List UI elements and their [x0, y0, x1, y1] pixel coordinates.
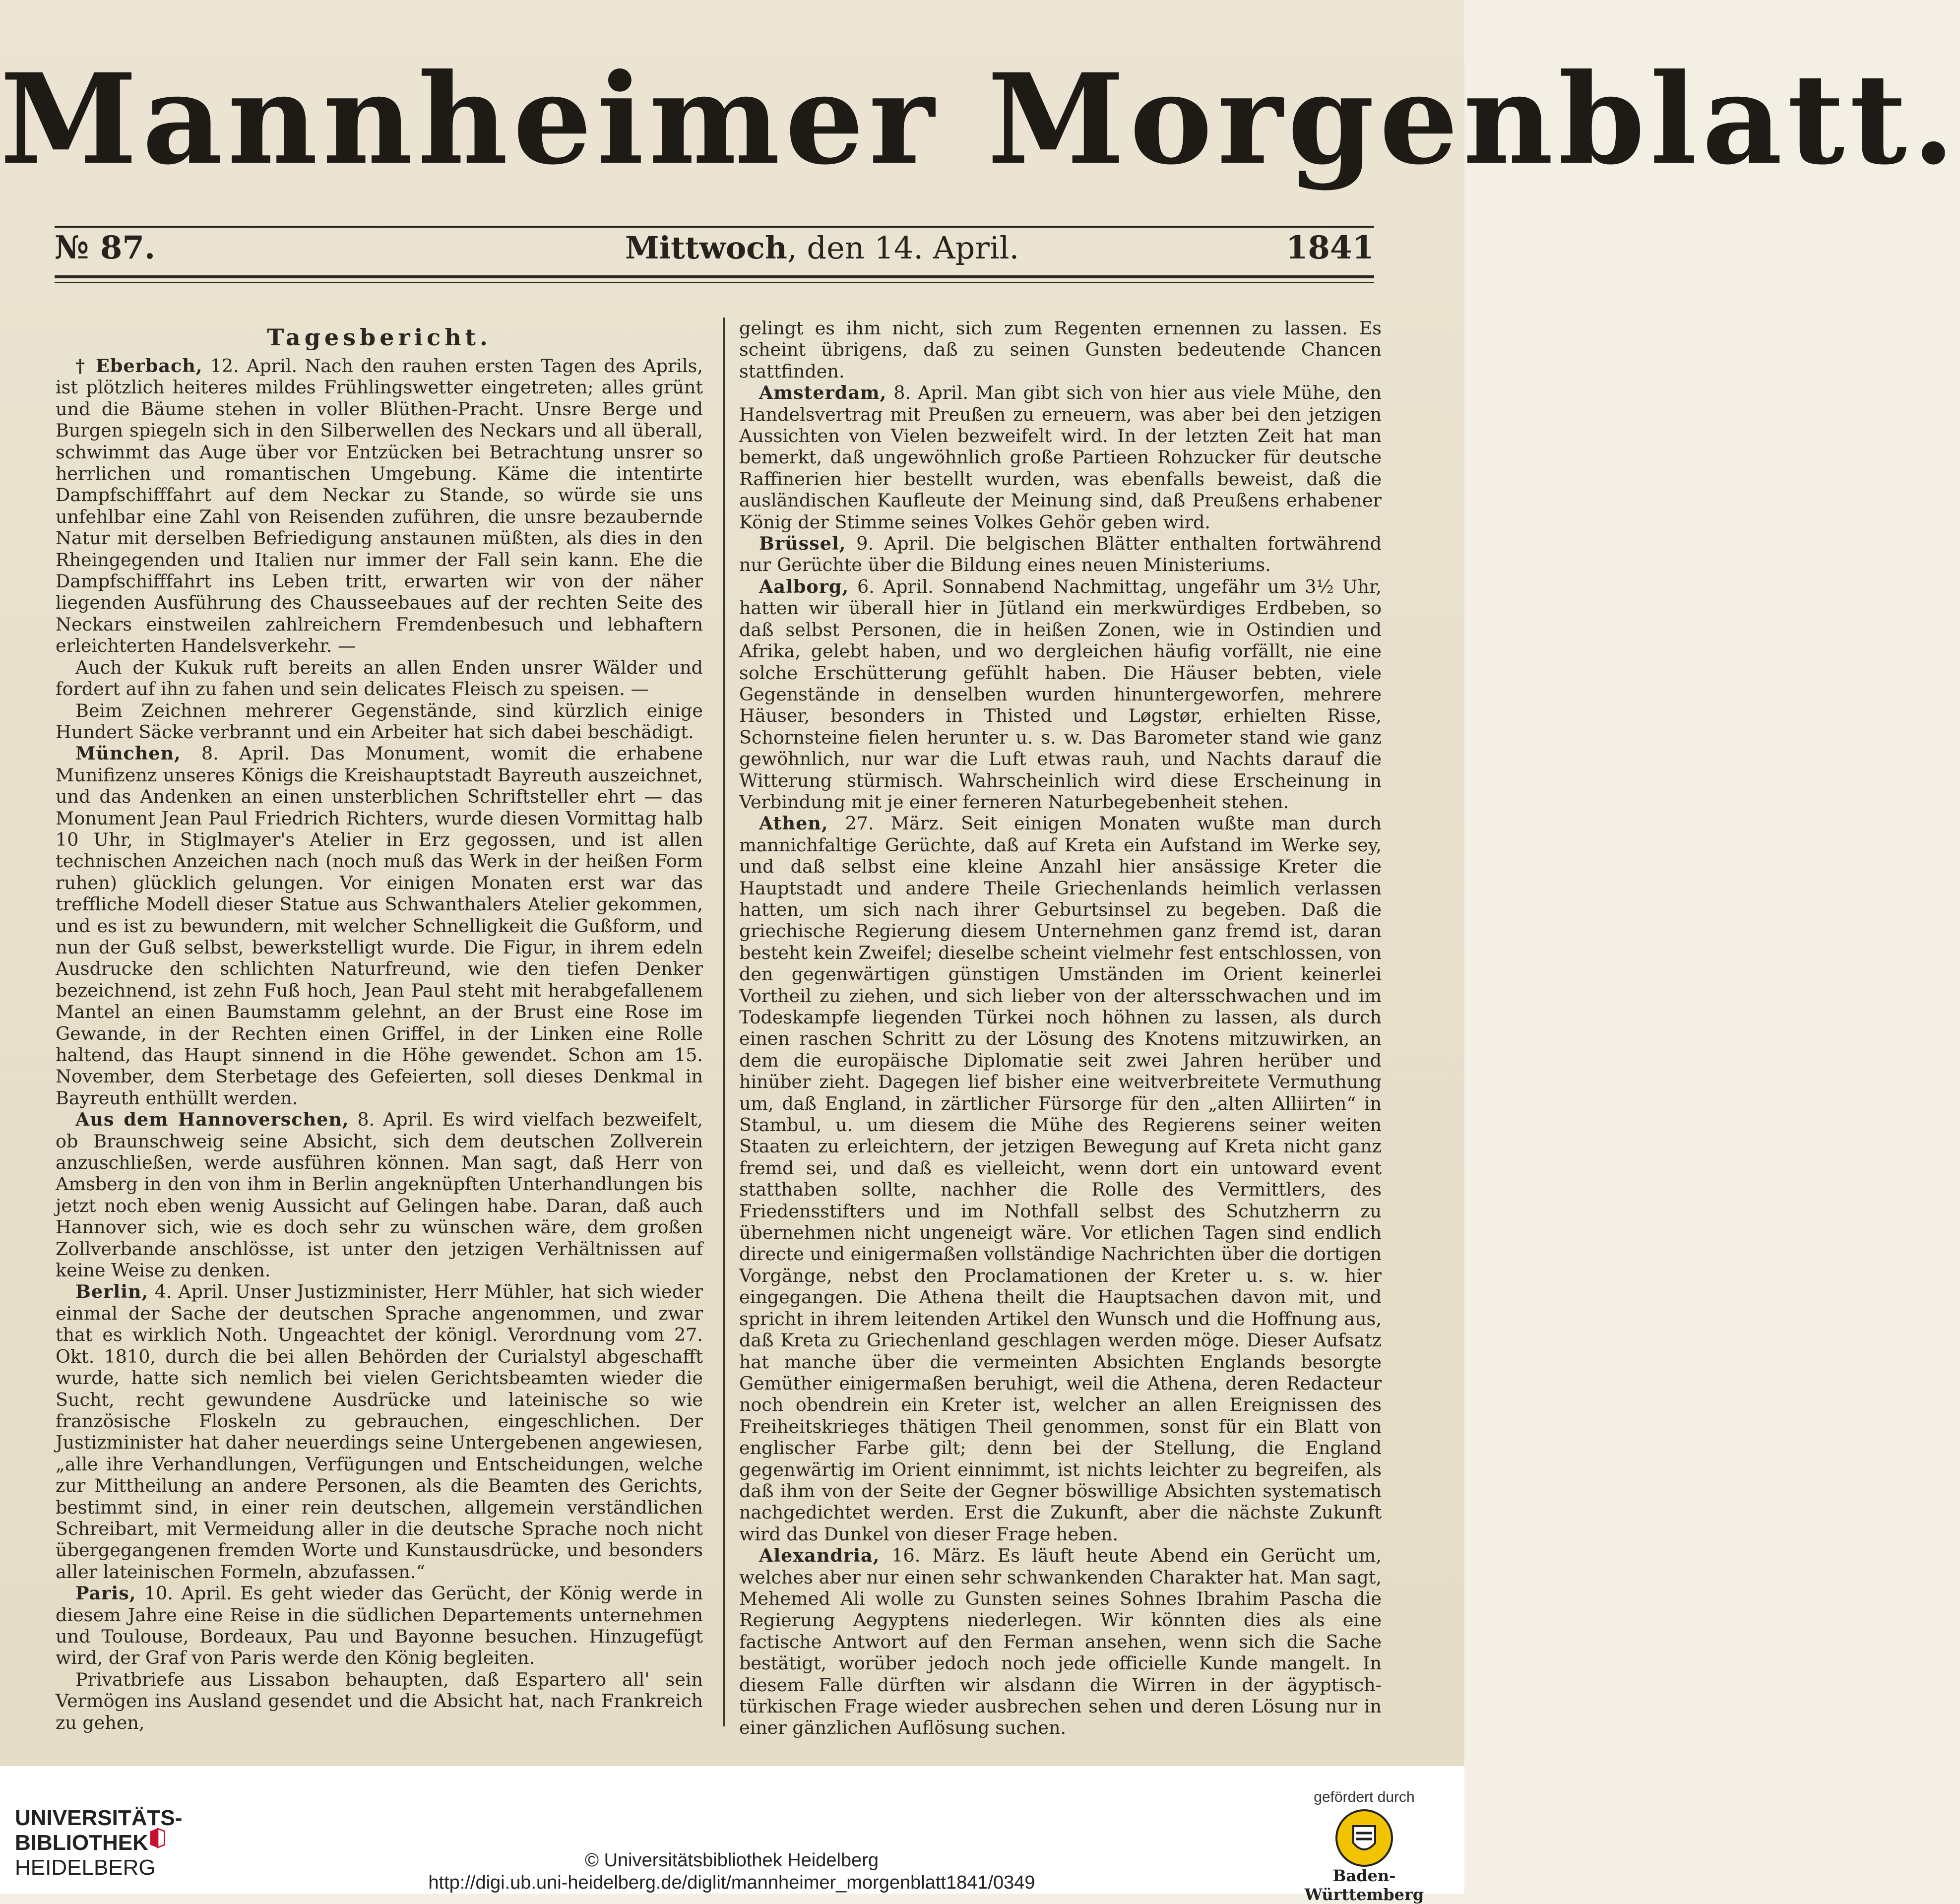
date: , den 14. April. [787, 230, 1019, 266]
column-separator [723, 317, 725, 1726]
funded-by-label: gefördert durch [1314, 1789, 1415, 1805]
article-athen [739, 813, 1382, 1545]
place-athen: Athen, [759, 813, 828, 834]
copyright-text: © Universitätsbibliothek Heidelberg [585, 1850, 879, 1871]
article-text: 6. April. Sonnabend Nachmittag, ungefähr um 3½ Uhr, hatten wir überall hier in Jütland ein merkwürdiges Erdbeben, so daß selbst Personen, die in heißen Zonen, wie in Ostindien und Afrika, gelebt haben, und wo dergleichen häufig vorfällt, nie eine solche Erschütterung gefühlt haben. Die Häuser bebten, viele Gegenstände in denselben wurden hinuntergeworfen, mehrere Häuser, besonders in Thisted und Løgstør, erhielten Risse, Schornsteine fielen herunter u. s. w. Das Barometer stand wie ganz gewöhnlich, nur war die Luft etwas rauh, und Nachts darauf die Witterung stürmisch. Wahrscheinlich wird diese Erscheinung in Verbindung mit je einer ferneren Naturbegebenheit stehen. [739, 575, 1382, 813]
article-alexandria [739, 1545, 1382, 1739]
ub-name-line1: UNIVERSITÄTS- [15, 1806, 183, 1830]
article-text: 27. März. Seit einigen Monaten wußte man durch mannichfaltige Gerüchte, daß auf Kreta ein Aufstand im Werke sey, und daß selbst eine kleine Anzahl hier ansässige Kreter die Hauptstadt und andere Theile Griechenlands heimlich verlassen hatten, um sich nach ihrer Geburtsinsel zu begeben. Daß die griechische Regierung diesem Unternehmen ganz fremd ist, daran besteht kein Zweifel; dieselbe scheint vielmehr fest entschlossen, von den gegenwärtigen günstigen Umständen im Orient keinerlei Vortheil zu ziehen, und sich lieber von der altersschwachen und im Todeskampfe liegenden Türkei noch höhnen zu lassen, als durch einen raschen Schritt zu der Lösung des Knotens mitzuwirken, an dem die europäische Diplomatie seit zwei Jahren herüber und hinüber zieht. Dagegen lief bisher eine weitverbreitete Vermuthung um, daß England, in zärtlicher Fürsorge für den „alten Alliirten“ in Stambul, u. um diesem die Mühe des Regierens seiner weiten Staaten zu erleichtern, der jetzigen Bewegung auf Kreta nicht ganz fremd sei, und daß es vielleicht, wenn dort ein untoward event statthaben sollte, nachher die Rolle des Vermittlers, des Friedensstifters und im Nothfall selbst des Schutzherrn zu übernehmen nicht ungeneigt wäre. Vor etlichen Tagen sind endlich directe und einigermaßen vollständige Nachrichten über die dortigen Vorgänge, nebst den Proclamationen der Kreter u. s. w. hier eingegangen. Die Athena theilt die Hauptsachen davon mit, und spricht in ihrem leitenden Artikel den Wunsch und die Hoffnung aus, daß Kreta zu Griechenland geschlagen werden möge. Dieser Aufsatz hat manche über die vermeinten Absichten Englands besorgte Gemüther einigermaßen beruhigt, weil die Athena, deren Redacteur noch obendrein ein Kreter ist, welcher an allen Ereignissen des Freiheitskrieges thätigen Theil genommen, sonst für ein Blatt von englischer Farbe gilt; denn bei der Stellung, die England gegenwärtig im Orient einnimmt, ist nichts leichter zu begreifen, als daß ihm von der Seite der Gegner böswillige Absichten systematisch nachgedichtet werden. Erst die Zukunft, aber die nächste Zukunft wird das Dunkel von dieser Frage heben. [739, 813, 1382, 1545]
issue-number: № 87. [55, 229, 156, 266]
region-label: Baden-Württemberg [1304, 1866, 1424, 1904]
source-link[interactable]: http://digi.ub.uni-heidelberg.de/diglit/mannheimer_morgenblatt1841/0349 [428, 1872, 1035, 1893]
article-text: 10. April. Es geht wieder das Gerücht, der König werde in diesem Jahre eine Reise in die südlichen Departements unternehmen und Toulouse, Bordeaux, Pau und Bayonne besuchen. Hinzugefügt wird, der Graf von Paris werde den König begleiten. [56, 1583, 703, 1669]
article-muenchen [56, 743, 703, 1109]
place-hannover: Aus dem Hannoverschen, [75, 1109, 349, 1131]
coat-of-arms-icon [1334, 1808, 1394, 1868]
article-continuation: gelingt es ihm nicht, sich zum Regenten ernennen zu lassen. Es scheint übrigens, daß zu seinen Gunsten bedeutende Chancen stattfinden. [739, 317, 1382, 382]
article-hannover [56, 1109, 703, 1281]
article-text: 9. April. Die belgischen Blätter enthalten fortwährend nur Gerüchte über die Bildung eines neuen Ministeriums. [739, 533, 1382, 576]
place-berlin: Berlin, [75, 1281, 149, 1303]
article-berlin [56, 1281, 703, 1583]
article-lissabon: Privatbriefe aus Lissabon behaupten, daß Espartero all' sein Vermögen ins Ausland gesendet und die Absicht hat, nach Frankreich zu gehen, [56, 1668, 703, 1733]
dateline [55, 226, 1374, 270]
article-text: 8. April. Das Monument, womit die erhabene Munifizenz unseres Königs die Kreishauptstadt Bayreuth auszeichnet, und das Andenken an einen unsterblichen Schriftsteller ehrt — das Monument Jean Paul Friedrich Richters, wurde diesen Vormittag halb 10 Uhr, in Stiglmayer's Atelier in Erz gegossen, und ist allen technischen Anzeichen nach (noch muß das Werk in der heißen Form ruhen) glücklich gelungen. Vor einigen Monaten erst war das treffliche Modell dieser Statue aus Schwanthalers Atelier gekommen, und es ist zu bewundern, mit welcher Schnelligkeit die Gußform, und nun der Guß selbst, bewerkstelligt wurde. Die Figur, in ihrem edeln Ausdrucke den schlichten Naturfreund, wie den tiefen Denker bezeichnend, ist zehn Fuß hoch, Jean Paul steht mit herabgefallenem Mantel an einen Baumstamm gelehnt, an der Brust eine Rose im Gewande, in der Rechten einen Griffel, in der Linken eine Rolle haltend, das Haupt sinnend in die Höhe gewendet. Schon am 15. November, dem Sterbetage des Gefeierten, soll dieses Denkmal in Bayreuth enthüllt werden. [56, 743, 703, 1109]
article-paris [56, 1583, 703, 1669]
article-text: 8. April. Man gibt sich von hier aus viele Mühe, den Handelsvertrag mit Preußen zu erneuern, was aber bei den jetzigen Aussichten von Vielen bezweifelt wird. In der letzten Zeit hat man bemerkt, daß ungewöhnlich große Partieen Rohzucker für deutsche Raffinerien hier bestellt wurden, was ebenfalls beweist, daß die ausländischen Kaufleute der Meinung sind, daß Preußens erhabener König der Stimme seines Volkes Gehör geben wird. [739, 382, 1382, 533]
article-text: 8. April. Es wird vielfach bezweifelt, ob Braunschweig seine Absicht, sich dem deutschen Zollverein anzuschließen, werde ausführen können. Man sagt, daß Herr von Amsberg in den von ihm in Berlin angeknüpften Unterhandlungen bis jetzt noch eben wenig Aussicht auf Gelingen habe. Daran, daß auch Hannover sich, wie es doch sehr zu wünschen wäre, dem großen Zollverbande anschlösse, ist unter den jetzigen Verhältnissen auf keine Weise zu denken. [56, 1109, 703, 1281]
article-text: 4. April. Unser Justizminister, Herr Mühler, hat sich wieder einmal der Sache der deutschen Sprache angenommen, und zwar that es wirklich Noth. Ungeachtet der königl. Verordnung vom 27. Okt. 1810, durch die bei allen Behörden der Curialstyl abgeschafft wurde, hatte sich nemlich bei vielen Gerichtsbeamten wieder die Sucht, recht gewundene Ausdrücke und lateinische so wie französische Floskeln zu gebrauchen, eingeschlichen. Der Justizminister hat daher neuerdings seine Untergebenen angewiesen, „alle ihre Verhandlungen, Verfügungen und Entscheidungen, welche zur Mittheilung an andere Personen, als die Beamten des Gerichts, bestimmt sind, in einer rein deutschen, allgemein verständlichen Schreibart, mit Vermeidung aller in die deutsche Sprache noch nicht übergegangenen fremden Worte und Kunstausdrücke, und besonders aller lateinischen Formeln, abzufassen.“ [56, 1281, 703, 1583]
date-text [625, 226, 1019, 270]
place-amsterdam: Amsterdam, [759, 382, 887, 404]
article-text: 16. März. Es läuft heute Abend ein Gerücht um, welches aber nur einen sehr schwankenden Charakter hat. Man sagt, Mehemed Ali wolle zu Gunsten seines Sohnes Ibrahim Pascha die Regierung Aegyptens niederlegen. Wir könnten dies als eine factische Antwort auf den Ferman ansehen, wenn sich die Sache bestätigt, worüber jedoch noch jede officielle Kunde mangelt. In diesem Falle dürften wir alsdann die Wirren in der ägyptisch-türkischen Frage wieder ausbrechen sehen und deren Lösung nur in einer gänzlichen Auflösung suchen. [739, 1545, 1382, 1739]
article-saecke: Beim Zeichnen mehrerer Gegenstände, sind kürzlich einige Hundert Säcke verbrannt und ein Arbeiter hat sich dabei beschädigt. [56, 699, 703, 743]
place-bruessel: Brüssel, [759, 533, 846, 555]
masthead-title: Mannheimer Morgenblatt. [0, 46, 1960, 192]
ub-name-line2: BIBLIOTHEK [15, 1831, 148, 1855]
article-text: 12. April. Nach den rauhen ersten Tagen des Aprils, ist plötzlich heiteres mildes Frühlingswetter eingetreten; alles grünt und die Bäume stehen in voller Blüthen-Pracht. Unsre Berge und Burgen spiegeln sich in den Silberwellen des Neckars und all überall, schwimmt das Auge über vor Entzücken bei Betrachtung unsrer so herrlichen und romantischen Umgebung. Käme die intentirte Dampfschifffahrt auf dem Neckar zu Stande, so würde sie uns unfehlbar eine Zahl von Reisenden zuführen, die unsre bezaubernde Natur mit derselben Befriedigung anstaunen müßten, als dies in den Rheingegenden und Italien nur immer der Fall sein kann. Ehe die Dampfschifffahrt ins Leben tritt, erwarten wir von der näher liegenden Ausführung des Chausseebaues auf der rechten Seite des Neckars einstweilen zahlreichern Fremdenbesuch und lebhaftern erleichterten Handelsverkehr. — [56, 355, 703, 657]
place-muenchen: München, [75, 743, 181, 764]
weekday: Mittwoch [625, 230, 788, 266]
year: 1841 [1285, 229, 1374, 266]
dateline-rule-thin [55, 282, 1374, 283]
ub-name-line3: HEIDELBERG [15, 1855, 156, 1880]
place-paris: Paris, [75, 1583, 136, 1604]
article-amsterdam [739, 382, 1382, 533]
section-title: Tagesbericht. [267, 324, 492, 351]
article-aalborg [739, 576, 1382, 813]
right-column [739, 317, 1382, 1739]
dateline-rule-thick [55, 275, 1374, 278]
place-alexandria: Alexandria, [759, 1545, 880, 1567]
left-column [56, 317, 703, 1731]
article-eberbach [56, 355, 703, 657]
place-aalborg: Aalborg, [759, 575, 849, 597]
article-kukuk: Auch der Kukuk ruft bereits an allen Enden unsrer Wälder und fordert auf ihn zu fahen und sein delicates Fleisch zu speisen. — [56, 656, 703, 700]
place-eberbach: † Eberbach, [75, 355, 203, 377]
article-bruessel [739, 533, 1382, 576]
